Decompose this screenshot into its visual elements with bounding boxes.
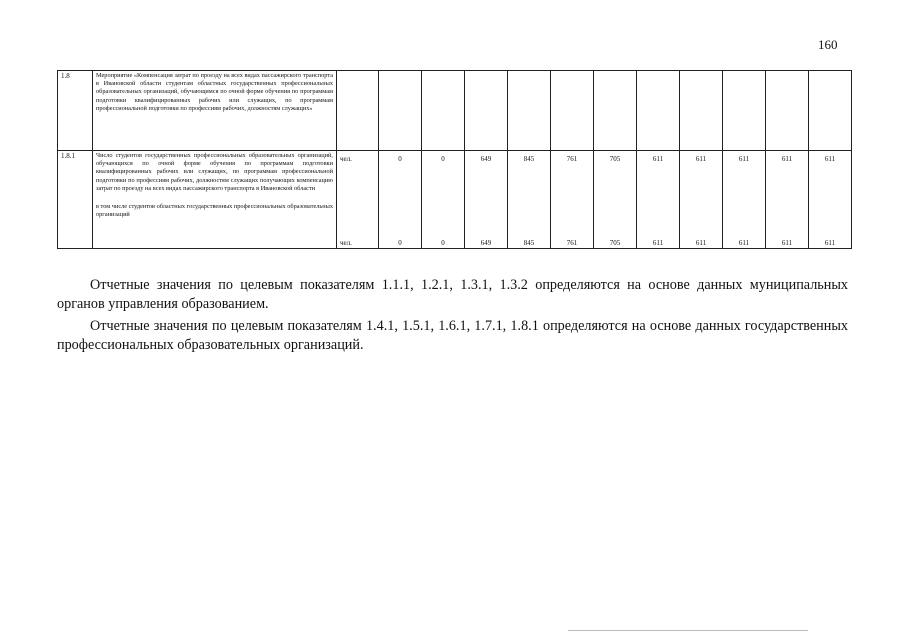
value-sub: 761 [566, 238, 578, 247]
row-value [594, 71, 637, 151]
row-value [680, 151, 723, 249]
row-value [508, 71, 551, 151]
table-row-1-8-1 [58, 151, 852, 249]
row-value [766, 71, 809, 151]
row-value [422, 71, 465, 151]
indicator-table [57, 70, 852, 249]
value-main: 0 [398, 155, 402, 163]
row-value [809, 71, 852, 151]
paragraph: Отчетные значения по целевым показателям 1.1.1, 1.2.1, 1.3.1, 1.3.2 определяются на основе данных муниципальных органов управления образованием. [57, 277, 848, 312]
value-sub: 611 [652, 238, 664, 247]
value-sub: 611 [781, 238, 793, 247]
value-main: 649 [480, 155, 492, 163]
sub-indicator-name: в том числе студентов областных государственных профессиональных образовательных организаций [96, 203, 333, 219]
row-value [379, 71, 422, 151]
row-name [93, 151, 337, 249]
value-sub: 0 [441, 238, 445, 247]
value-main: 761 [566, 155, 578, 163]
row-code: 1.8 [58, 71, 93, 151]
paragraph: Отчетные значения по целевым показателям 1.4.1, 1.5.1, 1.6.1, 1.7.1, 1.8.1 определяются на основе данных государственных профессиональных образовательных организаций. [57, 318, 848, 353]
indicator-name: Число студентов государственных профессиональных образовательных организаций, обучающихся по очной форме обучения по программам подготовки квалифицированных рабочих или служащих, по программам профессиональной подготовки по профессиям рабочих, должностям служащих получающих компенсацию затрат по проезду на всех видах пассажирского транспорта в Ивановской области [96, 152, 333, 192]
row-value [594, 151, 637, 249]
body-text [57, 276, 848, 358]
row-value [766, 151, 809, 249]
row-value [551, 151, 594, 249]
table-row-1-8 [58, 71, 852, 151]
row-value [551, 71, 594, 151]
value-sub: 611 [738, 238, 750, 247]
value-main: 705 [609, 155, 621, 163]
value-sub: 0 [398, 238, 402, 247]
row-value [508, 151, 551, 249]
value-sub: 611 [824, 238, 836, 247]
value-sub: 705 [609, 238, 621, 247]
row-name: Мероприятие «Компенсация затрат по проезду на всех видах пассажирского транспорта в Ивановской области студентам областных государственных профессиональных образовательных организаций, обучающимся по очной форме обучения по программам подготовки квалифицированных рабочих или служащих, по программам профессиональной подготовки по профессиям рабочих, должностям служащих» [93, 71, 337, 151]
row-value [809, 151, 852, 249]
row-value [723, 151, 766, 249]
page-number: 160 [818, 37, 838, 52]
footer-rule [568, 630, 808, 631]
row-value [637, 151, 680, 249]
value-main: 0 [441, 155, 445, 163]
row-value [422, 151, 465, 249]
row-code: 1.8.1 [58, 151, 93, 249]
value-sub: 845 [523, 238, 535, 247]
indicator-unit: чел. [340, 155, 352, 163]
value-main: 611 [824, 155, 836, 163]
row-value [723, 71, 766, 151]
row-value [465, 151, 508, 249]
value-main: 611 [652, 155, 664, 163]
row-value [465, 71, 508, 151]
value-sub: 649 [480, 238, 492, 247]
row-value [637, 71, 680, 151]
row-unit [337, 71, 379, 151]
value-main: 611 [781, 155, 793, 163]
row-value [680, 71, 723, 151]
row-unit [337, 151, 379, 249]
value-sub: 611 [695, 238, 707, 247]
sub-indicator-unit: чел. [340, 238, 352, 247]
value-main: 845 [523, 155, 535, 163]
row-value [379, 151, 422, 249]
value-main: 611 [695, 155, 707, 163]
value-main: 611 [738, 155, 750, 163]
